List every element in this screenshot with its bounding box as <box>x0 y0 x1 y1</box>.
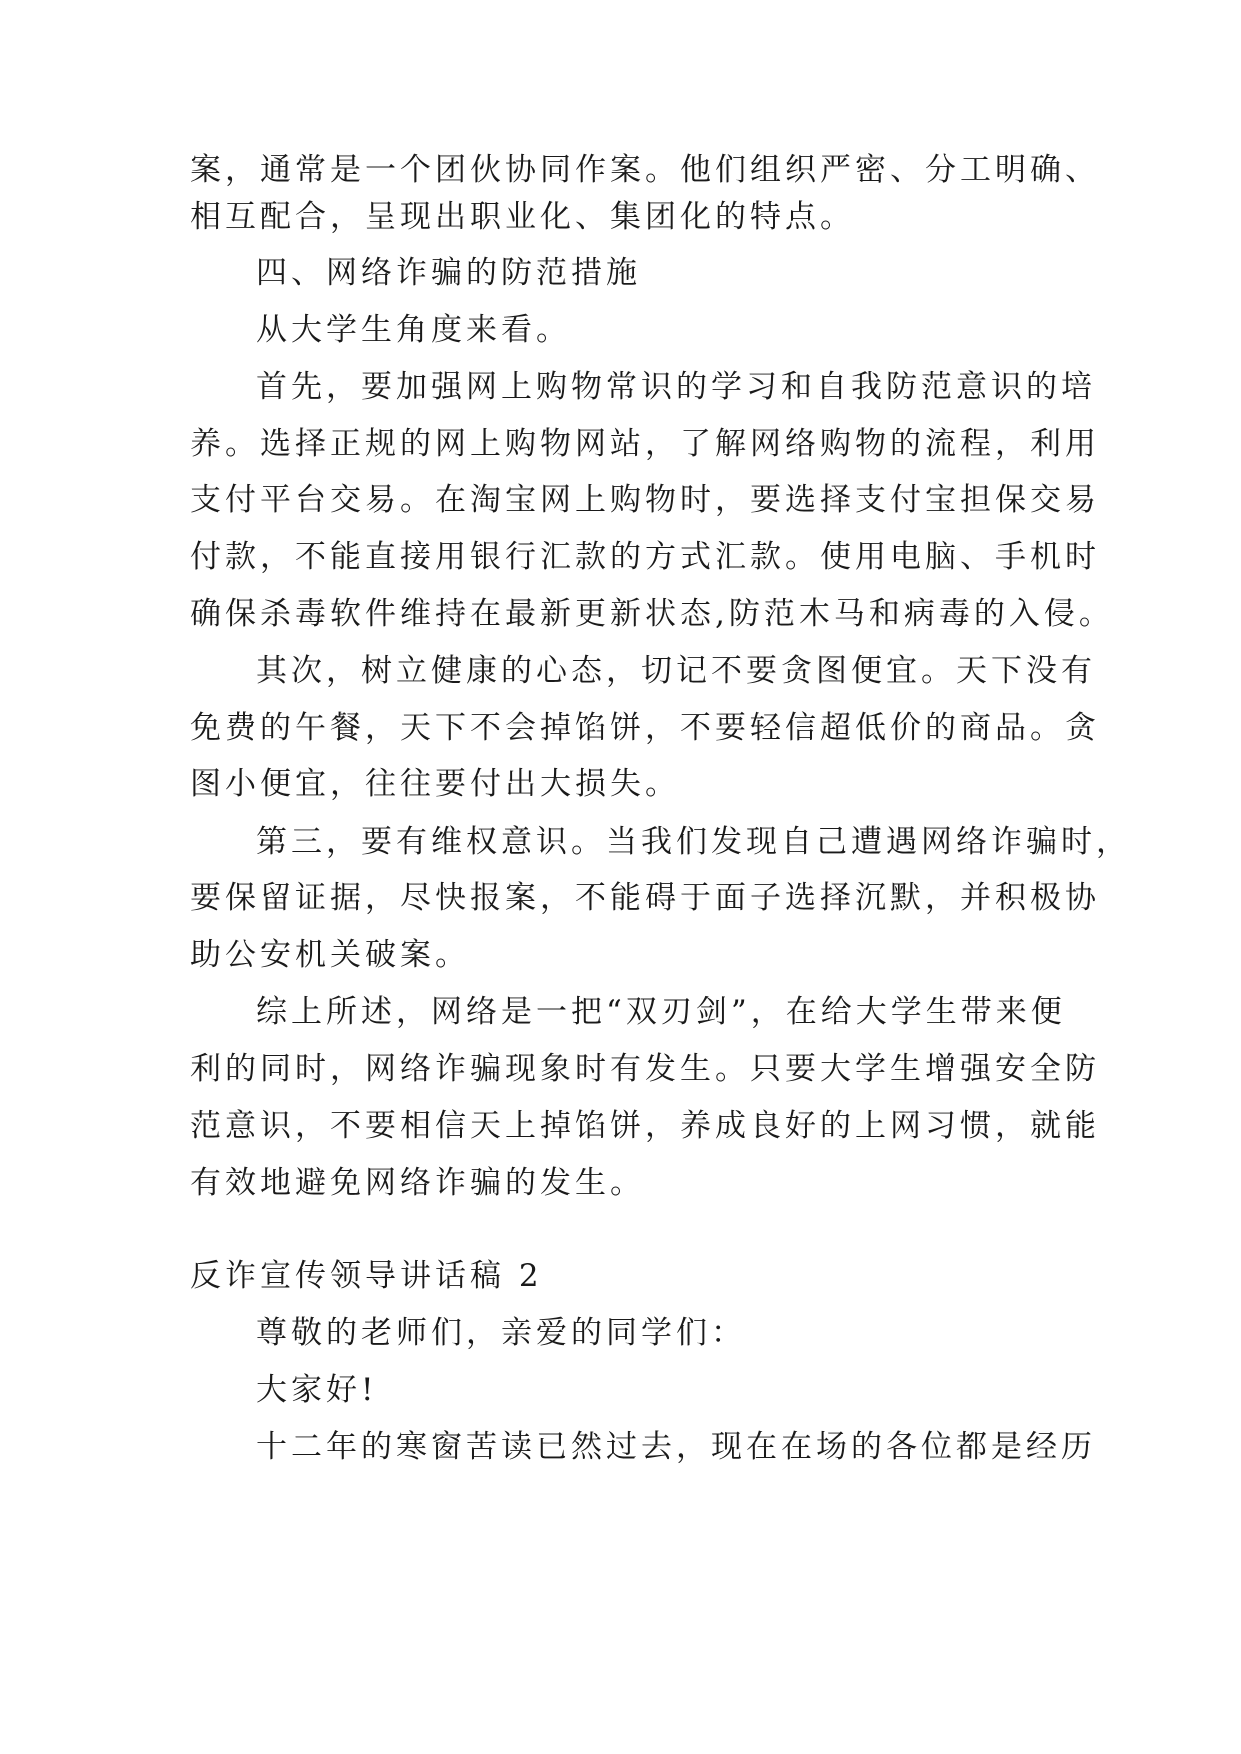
paragraph-line: 案，通常是一个团伙协同作案。他们组织严密、分工明确、 <box>190 152 1100 188</box>
paragraph-line: 相互配合，呈现出职业化、集团化的特点。 <box>190 199 855 235</box>
paragraph-line: 确保杀毒软件维持在最新更新状态,防范木马和病毒的入侵。 <box>190 596 1114 632</box>
paragraph-line: 其次，树立健康的心态，切记不要贪图便宜。天下没有 <box>256 653 1096 689</box>
paragraph-line: 综上所述，网络是一把“双刃剑”，在给大学生带来便 <box>256 994 1066 1030</box>
paragraph-line: 利的同时，网络诈骗现象时有发生。只要大学生增强安全防 <box>190 1051 1100 1087</box>
paragraph-line: 支付平台交易。在淘宝网上购物时，要选择支付宝担保交易 <box>190 482 1100 518</box>
greeting: 大家好! <box>256 1372 378 1408</box>
paragraph-line: 助公安机关破案。 <box>190 937 470 973</box>
paragraph-line: 免费的午餐，天下不会掉馅饼，不要轻信超低价的商品。贪 <box>190 710 1100 746</box>
paragraph-line: 付款，不能直接用银行汇款的方式汇款。使用电脑、手机时 <box>190 539 1100 575</box>
paragraph-line: 十二年的寒窗苦读已然过去，现在在场的各位都是经历 <box>256 1429 1096 1465</box>
paragraph-line: 有效地避免网络诈骗的发生。 <box>190 1165 645 1201</box>
paragraph-line: 要保留证据，尽快报案，不能碍于面子选择沉默，并积极协 <box>190 880 1100 916</box>
paragraph-line: 从大学生角度来看。 <box>256 312 571 348</box>
paragraph-line: 养。选择正规的网上购物网站，了解网络购物的流程，利用 <box>190 426 1100 462</box>
paragraph-line: 第三，要有维权意识。当我们发现自己遭遇网络诈骗时， <box>256 824 1131 860</box>
paragraph-line: 范意识，不要相信天上掉馅饼，养成良好的上网习惯，就能 <box>190 1108 1100 1144</box>
paragraph-line: 首先，要加强网上购物常识的学习和自我防范意识的培 <box>256 369 1096 405</box>
paragraph-line: 图小便宜，往往要付出大损失。 <box>190 766 680 802</box>
salutation: 尊敬的老师们，亲爱的同学们： <box>256 1315 746 1351</box>
document-title: 反诈宣传领导讲话稿 2 <box>190 1258 543 1294</box>
section-heading: 四、网络诈骗的防范措施 <box>256 255 641 291</box>
